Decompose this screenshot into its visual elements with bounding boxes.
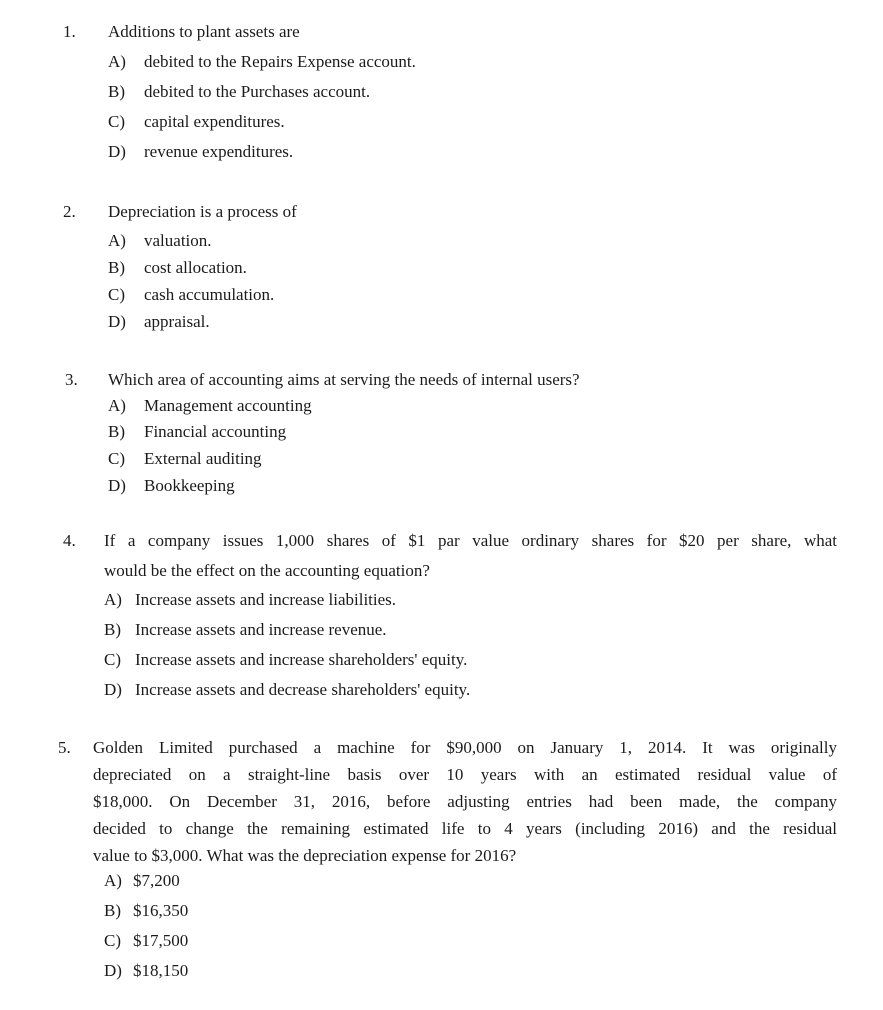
option-text: Increase assets and decrease shareholders' equity. <box>135 680 471 699</box>
option-letter: D) <box>104 680 122 699</box>
option-d[interactable] <box>104 678 470 702</box>
option-letter: C) <box>108 449 125 468</box>
question-stem-line: decided to change the remaining estimated life to 4 years (including 2016) and the residual <box>93 819 837 838</box>
question-stem-line: depreciated on a straight-line basis over 10 years with an estimated residual value of <box>93 765 837 784</box>
option-text: $16,350 <box>133 901 189 920</box>
option-c[interactable] <box>108 283 274 307</box>
option-letter: D) <box>108 312 126 331</box>
question-stem-line: value to $3,000. What was the depreciation expense for 2016? <box>93 846 517 865</box>
option-text: $18,150 <box>133 961 189 980</box>
option-letter: A) <box>108 231 126 250</box>
option-text: $7,200 <box>133 871 180 890</box>
option-letter: C) <box>108 112 125 131</box>
option-letter: A) <box>108 396 126 415</box>
option-letter: B) <box>108 258 125 277</box>
option-letter: C) <box>104 931 121 950</box>
option-text: cash accumulation. <box>144 285 275 304</box>
option-text: Increase assets and increase shareholders' equity. <box>135 650 468 669</box>
option-letter: D) <box>108 476 126 495</box>
option-b[interactable] <box>108 80 370 104</box>
option-text: valuation. <box>144 231 212 250</box>
option-b[interactable] <box>108 420 286 444</box>
question-number: 5. <box>58 738 71 757</box>
option-letter: D) <box>108 142 126 161</box>
option-text: debited to the Purchases account. <box>144 82 371 101</box>
option-c[interactable] <box>108 447 262 471</box>
option-letter: B) <box>104 901 121 920</box>
option-c[interactable] <box>104 929 188 953</box>
option-letter: C) <box>104 650 121 669</box>
question-number: 4. <box>63 531 76 550</box>
option-b[interactable] <box>104 899 188 923</box>
question-stem <box>104 529 837 583</box>
option-text: Management accounting <box>144 396 312 415</box>
question-number: 1. <box>63 22 76 41</box>
option-letter: B) <box>108 422 125 441</box>
option-a[interactable] <box>108 394 312 418</box>
option-letter: C) <box>108 285 125 304</box>
option-letter: B) <box>104 620 121 639</box>
option-letter: A) <box>104 871 122 890</box>
option-a[interactable] <box>108 229 212 253</box>
question-stem-line: If a company issues 1,000 shares of $1 par value ordinary shares for $20 per share, what <box>104 531 837 550</box>
option-a[interactable] <box>108 50 416 74</box>
option-letter: B) <box>108 82 125 101</box>
option-c[interactable] <box>108 110 285 134</box>
option-a[interactable] <box>104 869 180 893</box>
option-text: Financial accounting <box>144 422 287 441</box>
option-d[interactable] <box>104 959 188 983</box>
question-stem-line: $18,000. On December 31, 2016, before adjusting entries had been made, the company <box>93 792 837 811</box>
option-text: cost allocation. <box>144 258 247 277</box>
option-text: Increase assets and increase liabilities. <box>135 590 397 609</box>
question-stem <box>93 736 837 868</box>
option-d[interactable] <box>108 140 293 164</box>
option-b[interactable] <box>104 618 387 642</box>
option-text: capital expenditures. <box>144 112 285 131</box>
option-text: Increase assets and increase revenue. <box>135 620 387 639</box>
question-stem: Depreciation is a process of <box>108 202 297 221</box>
option-text: $17,500 <box>133 931 189 950</box>
option-d[interactable] <box>108 310 210 334</box>
option-a[interactable] <box>104 588 396 612</box>
option-letter: A) <box>104 590 122 609</box>
question-stem: Which area of accounting aims at serving the needs of internal users? <box>108 370 580 389</box>
option-d[interactable] <box>108 474 235 498</box>
option-text: revenue expenditures. <box>144 142 294 161</box>
option-text: External auditing <box>144 449 262 468</box>
question-stem-line: would be the effect on the accounting equation? <box>104 561 430 580</box>
option-c[interactable] <box>104 648 467 672</box>
option-text: Bookkeeping <box>144 476 235 495</box>
question-stem: Additions to plant assets are <box>108 22 300 41</box>
option-b[interactable] <box>108 256 247 280</box>
option-text: debited to the Repairs Expense account. <box>144 52 416 71</box>
question-number: 2. <box>63 202 76 221</box>
question-stem-line: Golden Limited purchased a machine for $90,000 on January 1, 2014. It was originally <box>93 738 837 757</box>
question-number: 3. <box>65 370 78 389</box>
option-letter: A) <box>108 52 126 71</box>
option-text: appraisal. <box>144 312 210 331</box>
option-letter: D) <box>104 961 122 980</box>
